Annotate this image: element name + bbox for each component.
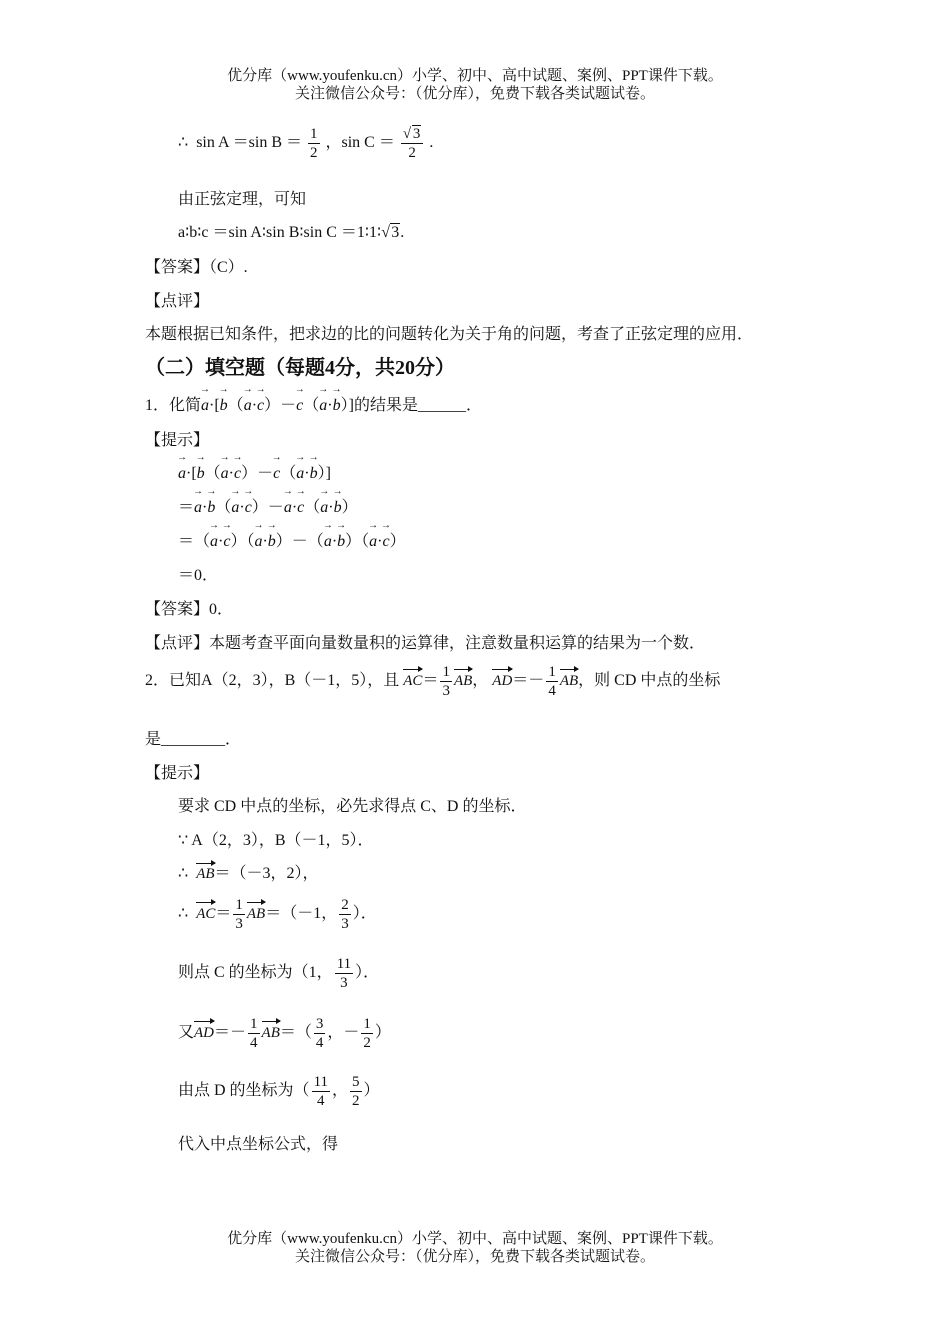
q1-comment: 【点评】本题考查平面向量数量积的运算律，注意数量积运算的结果为一个数．: [145, 635, 706, 652]
prev-comment-label: 【点评】: [145, 293, 210, 310]
section-title: （二）填空题（每题4分，共20分）: [145, 357, 455, 379]
q2-stem: 2．已知A（2，3），B（－1，5），且 AC＝ $\frac{1}{3}$ AB， AD＝－ $\frac{1}{4}$ AB，则 CD 中点的坐标: [145, 664, 721, 699]
prev-answer: 【答案】（C）.: [145, 259, 248, 276]
q2-hint-label: 【提示】: [145, 765, 210, 782]
footer-line-1: 优分库（www.youfenku.cn）小学、初中、高中试题、案例、PPT课件下载。: [227, 1231, 723, 1247]
q2-step-6: 又AD＝－ $\frac{1}{4}$ AB＝（ $\frac{3}{4}$ ，－ $\frac{1}{2}$ ）: [178, 1016, 391, 1051]
header-line-2: 关注微信公众号：（优分库），免费下载各类试题试卷。: [294, 86, 655, 102]
q1-stem: 1．化简→ a·[→ b（→ a·→ c）－→ c（→ a·→ b）]的结果是______．: [145, 392, 482, 415]
q2-step-1: 要求 CD 中点的坐标，必先求得点 C、D 的坐标．: [178, 798, 527, 815]
q2-step-8: 代入中点坐标公式，得: [178, 1136, 339, 1153]
prev-line-2: 由正弦定理，可知: [178, 191, 307, 208]
q2-step-4: ∴ AC＝ $\frac{1}{3}$ AB＝（－1， $\frac{2}{3}$ ）．: [178, 897, 377, 932]
prev-line-3: a∶b∶c ＝sin A∶sin B∶sin C ＝1∶1∶√ 3.: [178, 219, 404, 242]
q2-step-2: ∵ A（2，3），B（－1，5）．: [178, 832, 374, 849]
q1-hint-label: 【提示】: [145, 432, 210, 449]
q1-step-4: ＝0．: [178, 567, 219, 584]
header-line-1: 优分库（www.youfenku.cn）小学、初中、高中试题、案例、PPT课件下载。: [227, 68, 723, 84]
prev-comment-text: 本题根据已知条件，把求边的比的问题转化为关于角的问题，考查了正弦定理的应用．: [145, 326, 754, 343]
q1-step-3: ＝（→ a·→ c）（→ a·→ b）－（→ a·→ b）（→ a·→ c）: [178, 528, 406, 551]
q1-answer: 【答案】0．: [145, 601, 234, 618]
q2-step-5: 则点 C 的坐标为（1， $\frac{11}{3}$ ）．: [178, 956, 380, 991]
fraction-sqrt3-over-2: √ $\frac{3}{2}$: [401, 126, 424, 161]
q1-step-2: ＝→ a·→ b（→ a·→ c）－→ a·→ c（→ a·→ b）: [178, 494, 358, 517]
q1-step-1: → a·[→ b（→ a·→ c）－→ c（→ a·→ b）]: [178, 460, 331, 483]
q2-step-7: 由点 D 的坐标为（ $\frac{11}{4}$ ， $\frac{5}{2}$ ）: [178, 1074, 380, 1109]
fraction-one-half: $\frac{1}{2}$: [310, 126, 318, 161]
q2-stem-line-2: 是________．: [145, 731, 242, 748]
prev-line-1: ∴ sin A ＝sin B ＝ $\frac{1}{2}$ ，sin C ＝ √ $\frac{3}{2}$ .: [178, 126, 433, 161]
q2-step-3: ∴ AB＝（－3，2），: [178, 865, 319, 882]
footer-line-2: 关注微信公众号：（优分库），免费下载各类试题试卷。: [294, 1249, 655, 1265]
